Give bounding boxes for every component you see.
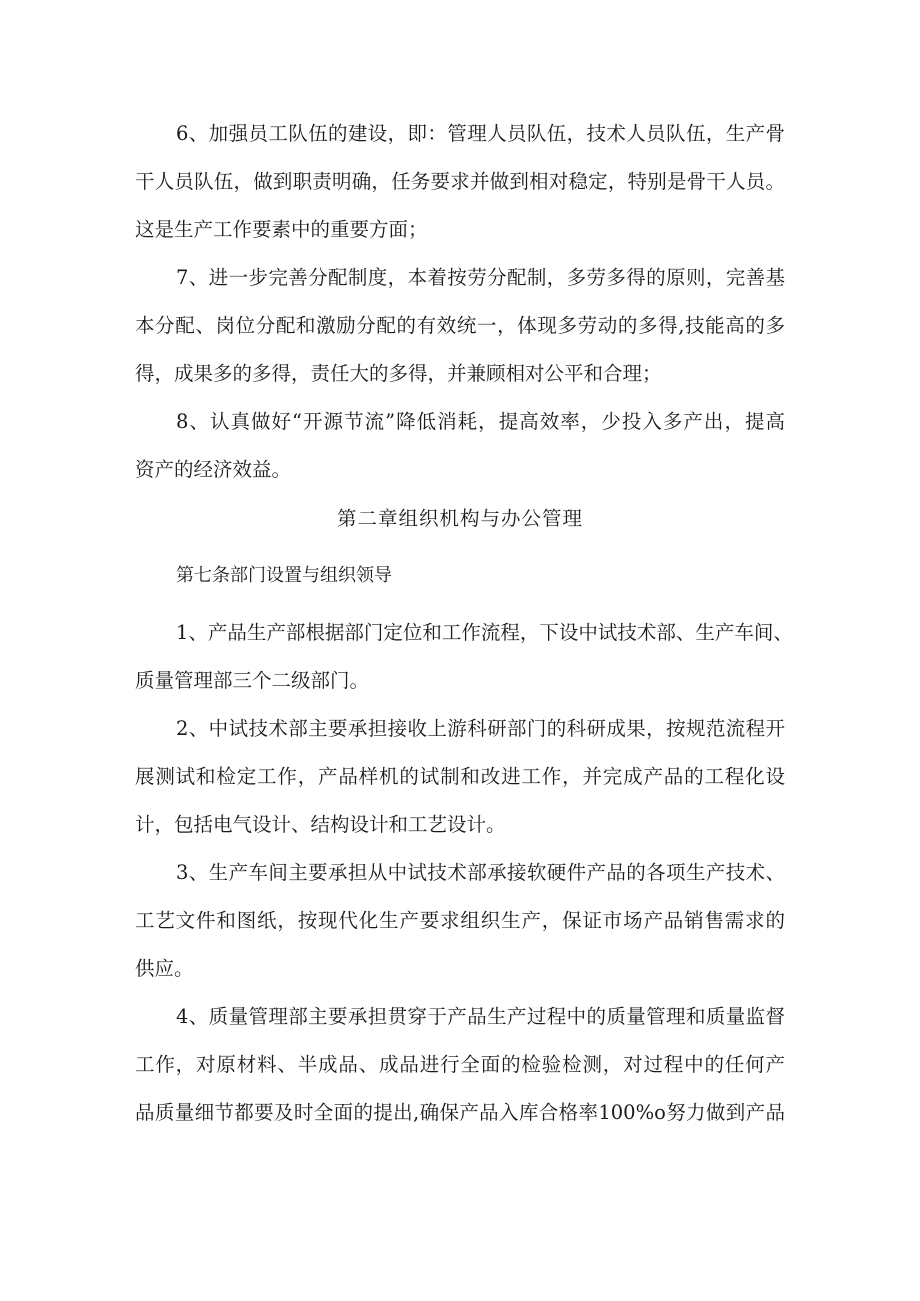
article-title: 第七条部门设置与组织领导 <box>176 565 392 586</box>
paragraph-line: 4、质量管理部主要承担贯穿于产品生产过程中的质量管理和质量监督 <box>176 1005 785 1028</box>
paragraph-line: 7、进一步完善分配制度，本着按劳分配制，多劳多得的原则，完善基 <box>176 266 785 289</box>
paragraph-line: 得，成果多的多得，责任大的多得，并兼顾相对公平和合理； <box>135 362 662 385</box>
paragraph-line: 品质量细节都要及时全面的提出,确保产品入库合格率100%o努力做到产品 <box>135 1101 785 1124</box>
paragraph-line: 工作，对原材料、半成品、成品进行全面的检验检测，对过程中的任何产 <box>135 1053 785 1076</box>
paragraph-line: 工艺文件和图纸，按现代化生产要求组织生产，保证市场产品销售需求的 <box>135 909 785 932</box>
paragraph-line: 2、中试技术部主要承担接收上游科研部门的科研成果，按规范流程开 <box>176 717 785 740</box>
paragraph-line: 资产的经济效益。 <box>135 458 292 481</box>
paragraph-line: 6、加强员工队伍的建设，即：管理人员队伍，技术人员队伍，生产骨 <box>176 122 785 145</box>
chapter-title: 第二章组织机构与办公管理 <box>336 507 583 530</box>
paragraph-line: 供应。 <box>135 957 194 980</box>
paragraph-line: 计，包括电气设计、结构设计和工艺设计。 <box>135 813 506 836</box>
paragraph-line: 这是生产工作要素中的重要方面； <box>135 218 428 241</box>
paragraph-line: 本分配、岗位分配和激励分配的有效统一，体现多劳动的多得,技能高的多 <box>135 314 785 337</box>
paragraph-line: 1、产品生产部根据部门定位和工作流程，下设中试技术部、生产车间、 <box>176 621 793 644</box>
paragraph-line: 8、认真做好“开源节流”降低消耗，提高效率，少投入多产出，提高 <box>176 410 785 433</box>
paragraph-line: 质量管理部三个二级部门。 <box>135 669 370 692</box>
paragraph-line: 干人员队伍，做到职责明确，任务要求并做到相对稳定，特别是骨干人员。 <box>135 170 785 193</box>
paragraph-line: 3、生产车间主要承担从中试技术部承接软硬件产品的各项生产技术、 <box>176 861 785 884</box>
paragraph-line: 展测试和检定工作，产品样机的试制和改进工作，并完成产品的工程化设 <box>135 765 785 788</box>
